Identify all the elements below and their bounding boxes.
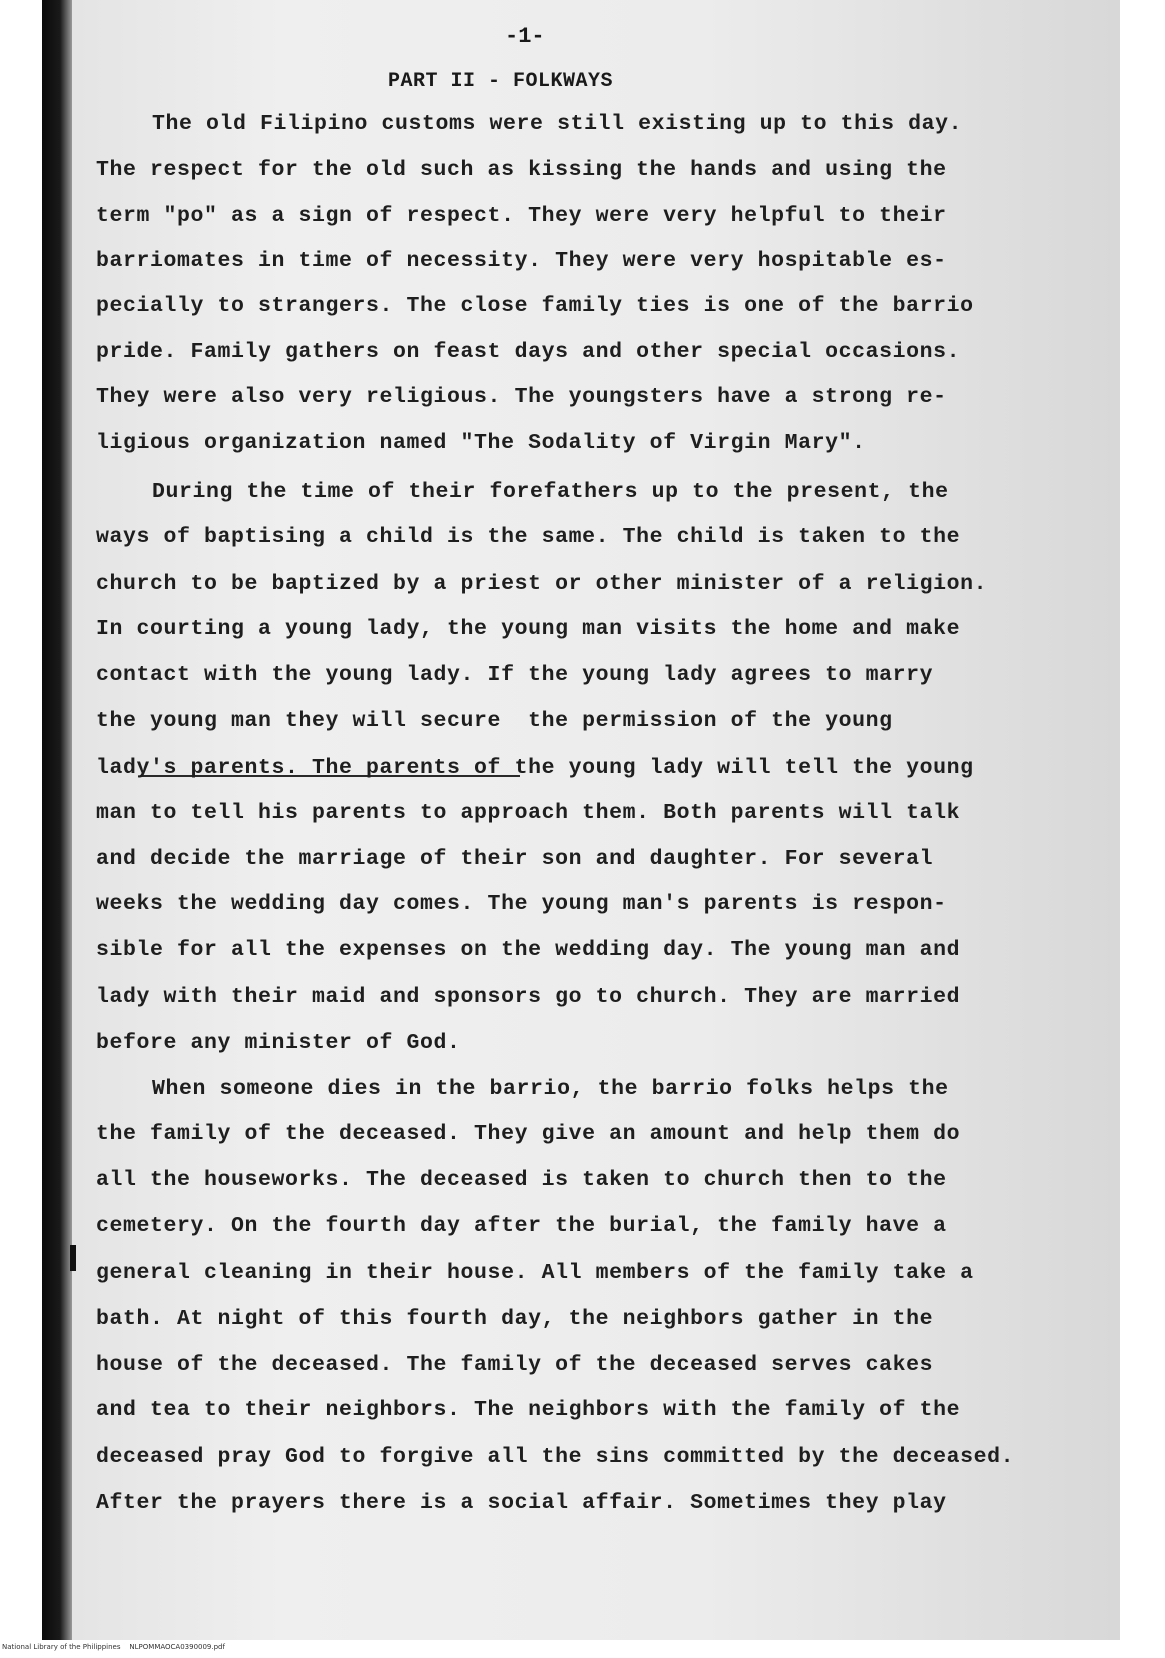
text-line: all the houseworks. The deceased is taken to church then to the — [96, 1168, 947, 1192]
text-line: term "po" as a sign of respect. They were very helpful to their — [96, 204, 947, 228]
scan-shadow-edge — [42, 0, 72, 1640]
text-line: general cleaning in their house. All members of the family take a — [96, 1261, 974, 1285]
text-line: contact with the young lady. If the young lady agrees to marry — [96, 663, 934, 687]
text-line: During the time of their forefathers up to the present, the — [152, 480, 949, 504]
text-line: the young man they will secure the permission of the young — [96, 709, 893, 733]
text-line: ways of baptising a child is the same. The child is taken to the — [96, 525, 961, 549]
text-line: house of the deceased. The family of the deceased serves cakes — [96, 1353, 934, 1377]
text-line: before any minister of God. — [96, 1031, 461, 1055]
left-margin — [0, 0, 42, 1640]
footer-source: National Library of the Philippines — [2, 1643, 121, 1651]
text-line: ligious organization named "The Sodality of Virgin Mary". — [96, 431, 866, 455]
text-line: After the prayers there is a social affair. Sometimes they play — [96, 1491, 947, 1515]
text-line: The respect for the old such as kissing the hands and using the — [96, 158, 947, 182]
footer-file: NLPOMMAOCA0390009.pdf — [129, 1643, 225, 1651]
text-line: pecially to strangers. The close family ties is one of the barrio — [96, 294, 974, 318]
text-line: When someone dies in the barrio, the barrio folks helps the — [152, 1077, 949, 1101]
text-line: The old Filipino customs were still existing up to this day. — [152, 112, 963, 136]
text-line: cemetery. On the fourth day after the burial, the family have a — [96, 1214, 947, 1238]
text-line: and decide the marriage of their son and daughter. For several — [96, 847, 934, 871]
text-line: church to be baptized by a priest or other minister of a religion. — [96, 572, 988, 596]
text-line: deceased pray God to forgive all the sins committed by the deceased. — [96, 1445, 1015, 1469]
text-line: sible for all the expenses on the wedding day. The young man and — [96, 938, 961, 962]
text-line: In courting a young lady, the young man visits the home and make — [96, 617, 961, 641]
text-line: the family of the deceased. They give an amount and help them do — [96, 1122, 961, 1146]
text-line: and tea to their neighbors. The neighbors with the family of the — [96, 1398, 961, 1422]
footer-credit — [2, 1643, 225, 1651]
section-heading: PART II - FOLKWAYS — [388, 70, 614, 93]
right-margin — [1120, 0, 1165, 1640]
text-line: lady's parents. The parents of the young lady will tell the young — [96, 756, 974, 780]
text-line: pride. Family gathers on feast days and other special occasions. — [96, 340, 961, 364]
text-line: bath. At night of this fourth day, the neighbors gather in the — [96, 1307, 934, 1331]
text-line: barriomates in time of necessity. They were very hospitable es- — [96, 249, 947, 273]
text-line: man to tell his parents to approach them. Both parents will talk — [96, 801, 961, 825]
text-line: lady with their maid and sponsors go to church. They are married — [96, 985, 961, 1009]
margin-mark — [70, 1245, 76, 1271]
page-number: -1- — [505, 24, 545, 49]
text-line: weeks the wedding day comes. The young man's parents is respon- — [96, 892, 947, 916]
text-line: They were also very religious. The youngsters have a strong re- — [96, 385, 947, 409]
